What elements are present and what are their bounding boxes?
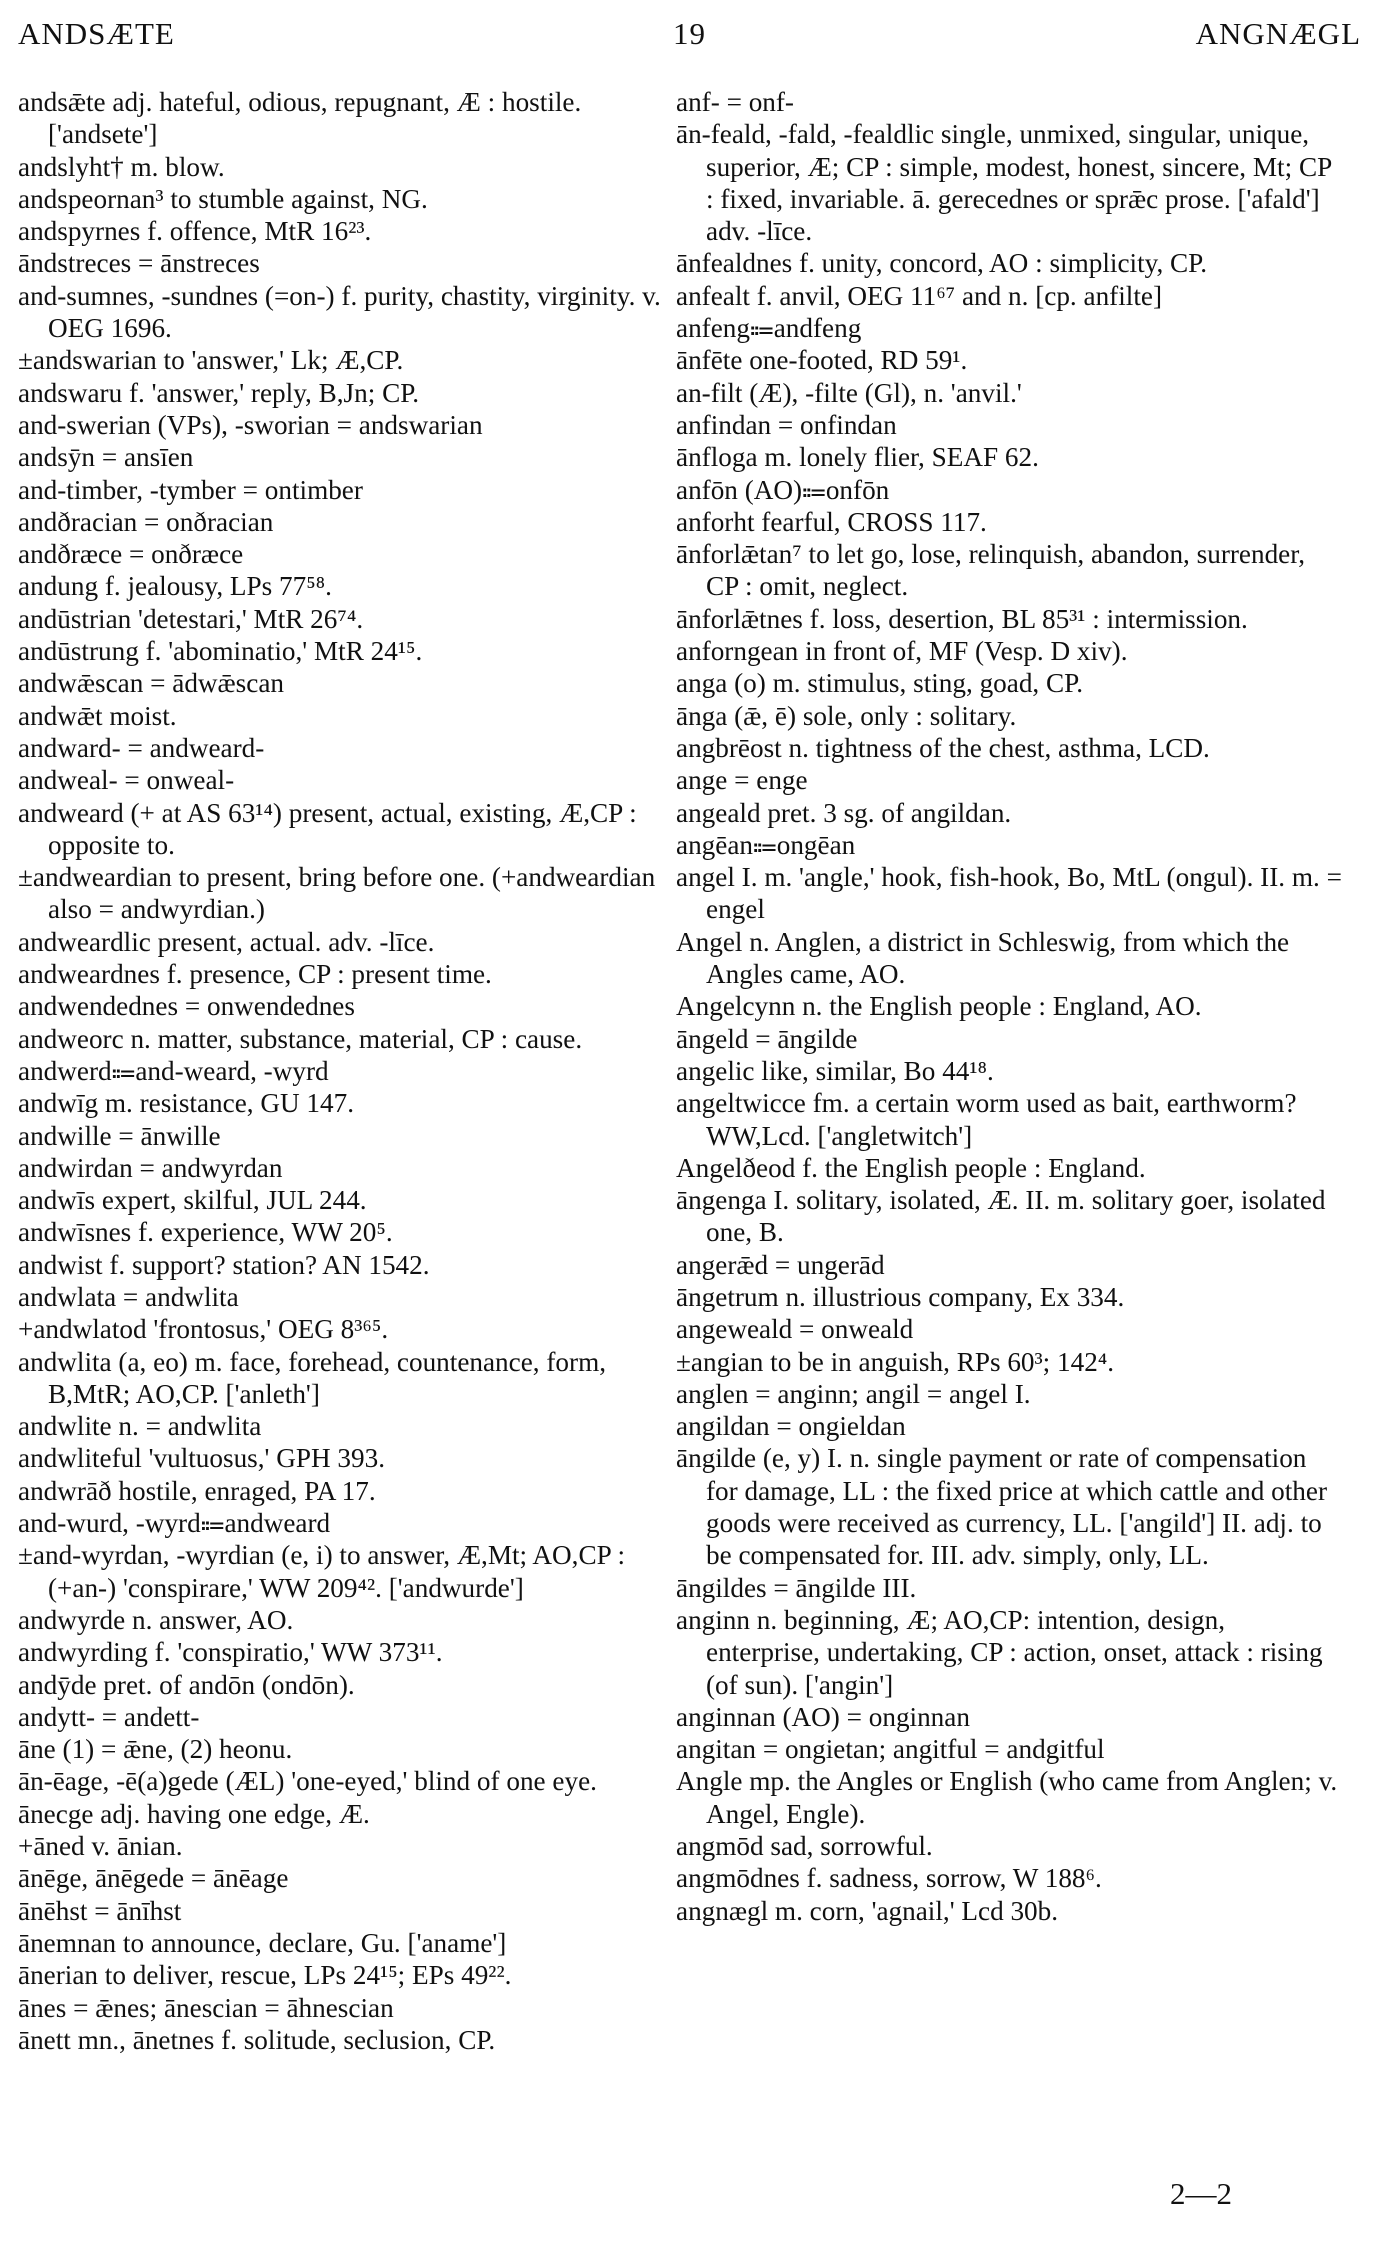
dictionary-entry: ānga (ǣ, ē) sole, only : solitary. — [676, 700, 1017, 731]
dictionary-entry: ān-ēage, -ē(a)gede (ÆL) 'one-eyed,' blind of one eye. — [18, 1766, 597, 1797]
dictionary-entry: and-timber, -tymber = ontimber — [18, 474, 363, 505]
dictionary-entry: andspeornan³ to stumble against, NG. — [18, 183, 428, 214]
right-running-head: ANGNÆGL — [1195, 16, 1361, 51]
dictionary-entry: anforngean in front of, MF (Vesp. D xiv). — [676, 636, 1128, 667]
dictionary-entry: ānfloga m. lonely flier, SEAF 62. — [676, 442, 1039, 473]
dictionary-entry: andspyrnes f. offence, MtR 16²³. — [18, 216, 372, 247]
dictionary-entry: āngildes = āngilde III. — [676, 1572, 917, 1603]
dictionary-entry: ānecge adj. having one edge, Æ. — [18, 1798, 370, 1829]
dictionary-entry: āngetrum n. illustrious company, Ex 334. — [676, 1281, 1125, 1312]
dictionary-entry: angmōdnes f. sadness, sorrow, W 188⁶. — [676, 1863, 1102, 1894]
dictionary-entry: ānerian to deliver, rescue, LPs 24¹⁵; EPs 49²². — [18, 1960, 512, 1991]
dictionary-entry: ānes = ǣnes; ānescian = āhnescian — [18, 1992, 394, 2023]
dictionary-entry: an-filt (Æ), -filte (Gl), n. 'anvil.' — [676, 377, 1022, 408]
dictionary-entry: ānforlǣtan⁷ to let go, lose, relinquish, abandon, surrender, CP : omit, neglect. — [676, 539, 1306, 602]
dictionary-entry: ±angian to be in anguish, RPs 60³; 142⁴. — [676, 1346, 1115, 1377]
dictionary-entry: angel I. m. 'angle,' hook, fish-hook, Bo, MtL (ongul). II. m. = engel — [676, 862, 1342, 925]
dictionary-entry: āne (1) = ǣne, (2) heonu. — [18, 1734, 293, 1765]
dictionary-entry: andweorc n. matter, substance, material, CP : cause. — [18, 1023, 583, 1054]
dictionary-entry: andwǣt moist. — [18, 700, 177, 731]
dictionary-entry: anfindan = onfindan — [676, 409, 897, 440]
dictionary-entry: +andwlatod 'frontosus,' OEG 8³⁶⁵. — [18, 1314, 389, 1345]
dictionary-entry: andūstrung f. 'abominatio,' MtR 24¹⁵. — [18, 636, 423, 667]
dictionary-entry: angelic like, similar, Bo 44¹⁸. — [676, 1055, 994, 1086]
dictionary-entry: and-swerian (VPs), -sworian = andswarian — [18, 409, 483, 440]
dictionary-entry: and-wurd, -wyrd⩴andweard — [18, 1508, 331, 1539]
dictionary-entry: andwrāð hostile, enraged, PA 17. — [18, 1475, 376, 1506]
dictionary-entry: angildan = ongieldan — [676, 1411, 906, 1442]
dictionary-entry: andsǣte adj. hateful, odious, repugnant, Æ : hostile. ['andsete'] — [18, 87, 582, 150]
dictionary-entry: anfeng⩴andfeng — [676, 313, 862, 344]
dictionary-entry: ān-feald, -fald, -fealdlic single, unmixed, singular, unique, superior, Æ; CP : simple, modest, honest, sincere, Mt; CP : fixed, invariable. ā. gerecednes or sprǣc prose. ['afald'] adv. -līce. — [676, 119, 1332, 247]
dictionary-entry: Angel n. Anglen, a district in Schleswig, from which the Angles came, AO. — [676, 926, 1290, 990]
dictionary-entry: anginn n. beginning, Æ; AO,CP: intention, design, enterprise, undertaking, CP : action, onset, attack : rising (of sun). ['angin'] — [676, 1604, 1323, 1700]
dictionary-entry: andweardnes f. presence, CP : present time. — [18, 959, 492, 990]
dictionary-entry: āndstreces = ānstreces — [18, 248, 260, 279]
dictionary-entry: andwliteful 'vultuosus,' GPH 393. — [18, 1443, 386, 1474]
dictionary-entry: anfealt f. anvil, OEG 11⁶⁷ and n. [cp. anfilte] — [676, 280, 1163, 311]
dictionary-entry: andȳde pret. of andōn (ondōn). — [18, 1669, 355, 1700]
dictionary-entry: ānfēte one-footed, RD 59¹. — [676, 345, 968, 376]
dictionary-entry: andðræce = onðræce — [18, 539, 244, 570]
dictionary-entry: angerǣd = ungerād — [676, 1249, 885, 1280]
dictionary-entry: andwīsnes f. experience, WW 20⁵. — [18, 1217, 393, 1248]
dictionary-entry: angnægl m. corn, 'agnail,' Lcd 30b. — [676, 1895, 1059, 1926]
dictionary-entry: ānēhst = ānīhst — [18, 1895, 182, 1926]
dictionary-entry: angeald pret. 3 sg. of angildan. — [676, 797, 1012, 828]
dictionary-entry: andwlita (a, eo) m. face, forehead, countenance, form, B,MtR; AO,CP. ['anleth'] — [18, 1346, 607, 1409]
dictionary-entry: andsȳn = ansīen — [18, 442, 194, 473]
dictionary-entry: angmōd sad, sorrowful. — [676, 1831, 933, 1862]
dictionary-entry: Angle mp. the Angles or English (who came from Anglen; v. Angel, Engle). — [676, 1766, 1338, 1829]
dictionary-entry: andweardlic present, actual. adv. -līce. — [18, 926, 435, 957]
dictionary-entry: ange = enge — [676, 765, 808, 796]
left-running-head: ANDSÆTE — [18, 16, 175, 51]
dictionary-entry: Angelcynn n. the English people : England, AO. — [676, 991, 1202, 1022]
dictionary-entry: andwǣscan = ādwǣscan — [18, 668, 284, 699]
dictionary-entry: anglen = anginn; angil = angel I. — [676, 1378, 1031, 1409]
dictionary-entry: +āned v. ānian. — [18, 1831, 183, 1862]
dictionary-entry: andūstrian 'detestari,' MtR 26⁷⁴. — [18, 603, 364, 634]
dictionary-entry: andwīs expert, skilful, JUL 244. — [18, 1185, 367, 1216]
dictionary-entry: anforht fearful, CROSS 117. — [676, 506, 987, 537]
dictionary-entry: andung f. jealousy, LPs 77⁵⁸. — [18, 571, 332, 602]
dictionary-entry: angeweald = onweald — [676, 1314, 914, 1345]
right-column — [676, 86, 1342, 1927]
dictionary-entry: āngilde (e, y) I. n. single payment or rate of compensation for damage, LL : the fixed price at which cattle and other goods were received as currency, LL. ['angild'] II. adj. to be compensated for. III. adv. simply, only, LL. — [676, 1443, 1328, 1571]
dictionary-entry: andwille = ānwille — [18, 1120, 221, 1151]
dictionary-entry: ±and-wyrdan, -wyrdian (e, i) to answer, Æ,Mt; AO,CP : (+an-) 'conspirare,' WW 209⁴². ['andwurde'] — [18, 1540, 626, 1603]
dictionary-entry: andslyht† m. blow. — [18, 151, 225, 182]
dictionary-entry: and-sumnes, -sundnes (=on-) f. purity, chastity, virginity. v. OEG 1696. — [18, 280, 661, 344]
dictionary-entry: ānemnan to announce, declare, Gu. ['aname'] — [18, 1927, 507, 1958]
dictionary-entry: angēan⩴ongēan — [676, 829, 856, 860]
dictionary-entry: ±andswarian to 'answer,' Lk; Æ,CP. — [18, 345, 404, 376]
dictionary-entry: ānfealdnes f. unity, concord, AO : simplicity, CP. — [676, 248, 1208, 279]
dictionary-entry: ānēge, ānēgede = ānēage — [18, 1863, 289, 1894]
dictionary-entry: andwist f. support? station? AN 1542. — [18, 1249, 430, 1280]
dictionary-entry: andweal- = onweal- — [18, 765, 235, 796]
dictionary-entry: āngeld = āngilde — [676, 1023, 858, 1054]
dictionary-entry: āngenga I. solitary, isolated, Æ. II. m. solitary goer, isolated one, B. — [676, 1185, 1326, 1248]
dictionary-entry: anf- = onf- — [676, 87, 794, 117]
dictionary-entry: andwerd⩴and-weard, -wyrd — [18, 1055, 329, 1086]
dictionary-entry: andwīg m. resistance, GU 147. — [18, 1088, 354, 1119]
dictionary-entry: andwyrding f. 'conspiratio,' WW 373¹¹. — [18, 1637, 443, 1668]
dictionary-entry: andwirdan = andwyrdan — [18, 1152, 283, 1183]
dictionary-entry: andwendednes = onwendednes — [18, 991, 355, 1022]
page-header — [18, 14, 1361, 54]
dictionary-entry: andward- = andweard- — [18, 732, 265, 763]
dictionary-entry: ānett mn., ānetnes f. solitude, seclusion, CP. — [18, 2024, 496, 2055]
dictionary-entry: anfōn (AO)⩴onfōn — [676, 474, 890, 505]
dictionary-entry: ānforlǣtnes f. loss, desertion, BL 85³¹ : intermission. — [676, 603, 1248, 634]
dictionary-entry: andweard (+ at AS 63¹⁴) present, actual, existing, Æ,CP : opposite to. — [18, 797, 637, 860]
dictionary-entry: andwyrde n. answer, AO. — [18, 1604, 294, 1635]
signature-mark: 2—2 — [1170, 2176, 1232, 2211]
page-number: 19 — [673, 16, 706, 51]
dictionary-entry: anginnan (AO) = onginnan — [676, 1701, 970, 1732]
dictionary-entry: angeltwicce fm. a certain worm used as bait, earthworm? WW,Lcd. ['angletwitch'] — [676, 1088, 1297, 1151]
dictionary-entry: ±andweardian to present, bring before one. (+andweardian also = andwyrdian.) — [18, 862, 656, 925]
dictionary-entry: andytt- = andett- — [18, 1701, 200, 1732]
dictionary-entry: anga (o) m. stimulus, sting, goad, CP. — [676, 668, 1084, 699]
dictionary-entry: andswaru f. 'answer,' reply, B,Jn; CP. — [18, 377, 420, 408]
dictionary-entry: angitan = ongietan; angitful = andgitful — [676, 1734, 1105, 1765]
left-column — [18, 86, 662, 2056]
dictionary-entry: andwlata = andwlita — [18, 1281, 239, 1312]
dictionary-entry: andðracian = onðracian — [18, 506, 274, 537]
dictionary-entry: Angelðeod f. the English people : England. — [676, 1152, 1146, 1183]
dictionary-entry: angbrēost n. tightness of the chest, asthma, LCD. — [676, 732, 1210, 763]
dictionary-entry: andwlite n. = andwlita — [18, 1411, 262, 1442]
